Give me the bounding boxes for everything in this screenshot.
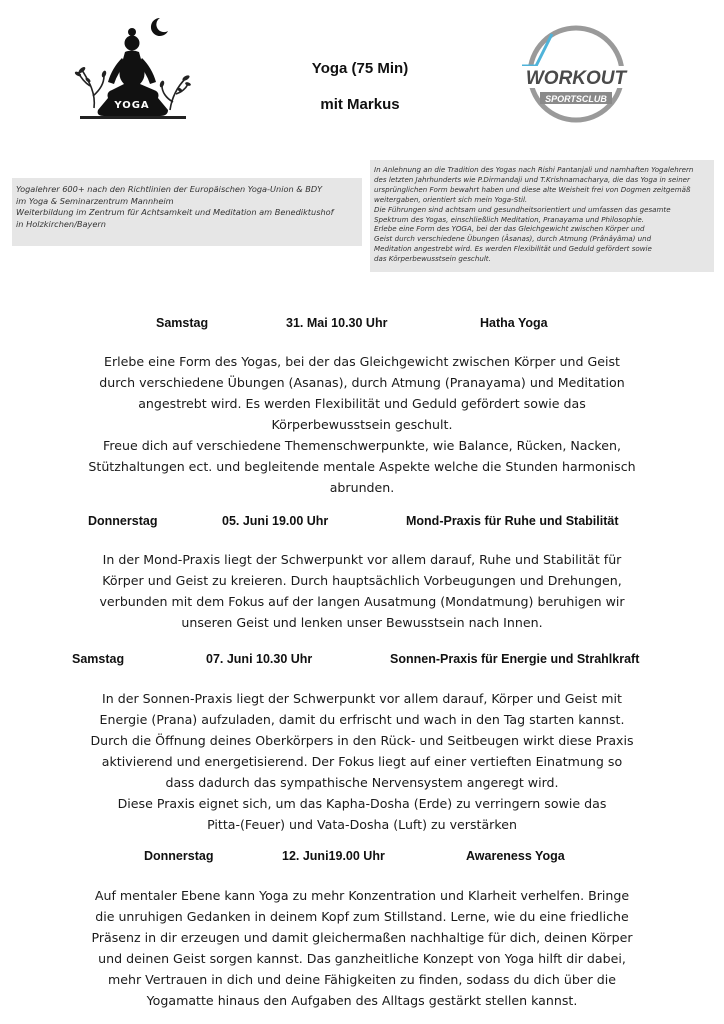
session-4-description: Auf mentaler Ebene kann Yoga zu mehr Konzentration und Klarheit verhelfen. Bringe die unruhigen Gedanken in deinem Kopf zum Stillstand. Lerne, wie du eine friedliche Präsenz in dir erzeugen und damit gleichermaßen nachhaltige für dich, deinen Körper und deinen Geist sorgen kannst. Das ganzheitliche Konzept von Yoga hilft dir dabei, mehr Vertrauen in dich und deine Fähigkeiten zu finden, sodass du dich über die Yogamatte hinaus den Aufgaben des Alltags gestärkt stellen kannst. — [91, 888, 633, 1008]
session-1-day: Samstag — [156, 316, 209, 330]
sportsclub-logo-text: SPORTSCLUB — [545, 94, 607, 104]
yoga-style-description-text: In Anlehnung an die Tradition des Yogas nach Rishi Pantanjali und namhaften Yogalehrern des letzten Jahrhunderts wie P.Dirmandaji und T.Krishnamacharya, die das Yoga in seiner ursprünglichen Form bewahrt haben und diese alte Weisheit frei von Dogmen zeitgemäß weitergaben, orientiert sich mein Yoga-Stil. Die Führungen sind achtsam und gesundheitsorientiert und umfassen das gesamte Spektrum des Yogas, einschließlich Meditation, Pranayama und Philosophie. Erlebe eine Form des YOGA, bei der das Gleichgewicht zwischen Körper und Geist durch verschiedene Übungen (Âsanas), durch Atmung (Prânâyâma) und Meditation angestrebt wird. Es werden Flexibilität und Geduld gefördert sowie das Körperbewusstsein geschult. — [374, 165, 694, 264]
instructor-line: mit Markus — [320, 96, 400, 113]
page-title: Yoga (75 Min) — [311, 60, 409, 77]
session-3-description: In der Sonnen-Praxis liegt der Schwerpunkt vor allem darauf, Körper und Geist mit Energie (Prana) aufzuladen, damit du erfrischt und wach in den Tag starten kannst. Durch die Öffnung deines Oberkörpers in den Rück- und Seitbeugen wirkt diese Praxis aktivierend und energetisierend. Der Fokus liegt auf einer vertieften Einatmung so dass dadurch das sympathische Nervensystem angeregt wird. Diese Praxis eignet sich, um das Kapha-Dosha (Erde) zu verringern sowie das Pitta-(Feuer) und Vata-Dosha (Luft) zu verstärken — [90, 691, 634, 832]
session-4-day: Donnerstag — [144, 849, 214, 863]
instructor-qualifications-box — [12, 178, 362, 246]
session-1-date: 31. Mai 10.30 Uhr — [286, 316, 388, 330]
yoga-style-description-box — [370, 160, 714, 272]
session-1-description: Erlebe eine Form des Yogas, bei der das Gleichgewicht zwischen Körper und Geist durch verschiedene Übungen (Asanas), durch Atmung (Pranayama) und Meditation angestrebt wird. Es werden Flexibilität und Geduld gefördert sowie das Körperbewusstsein geschult. Freue dich auf verschiedene Themenschwerpunkte, wie Balance, Rücken, Nacken, Stützhaltungen ect. und begleitende mentale Aspekte welche die Stunden harmonisch abrunden. — [88, 354, 636, 495]
session-4-title: Awareness Yoga — [466, 849, 565, 863]
session-3-date: 07. Juni 10.30 Uhr — [206, 652, 313, 666]
yoga-logo-text: YOGA — [114, 100, 150, 111]
instructor-qualifications-text: Yogalehrer 600+ nach den Richtlinien der Europäischen Yoga-Union & BDY im Yoga & Seminarzentrum Mannheim Weiterbildung im Zentrum für Achtsamkeit und Meditation am Benediktushof in Holzkirchen/Bayern — [16, 184, 334, 229]
session-2-date: 05. Juni 19.00 Uhr — [222, 514, 329, 528]
session-2-title: Mond-Praxis für Ruhe und Stabilität — [406, 514, 619, 528]
workout-logo-text: WORKOUT — [525, 68, 627, 89]
session-2-description: In der Mond-Praxis liegt der Schwerpunkt vor allem darauf, Ruhe und Stabilität für Körper und Geist zu kreieren. Durch hauptsächlich Vorbeugungen und Drehungen, verbunden mit dem Fokus auf der langen Ausatmung (Mondatmung) beruhigen wir unseren Geist und lenken unser Bewusstsein nach Innen. — [99, 552, 625, 630]
yoga-logo-icon — [74, 12, 192, 130]
session-3-title: Sonnen-Praxis für Energie und Strahlkraft — [390, 652, 640, 666]
session-3-day: Samstag — [72, 652, 125, 666]
session-2-day: Donnerstag — [88, 514, 158, 528]
session-1-title: Hatha Yoga — [480, 316, 548, 330]
session-4-date: 12. Juni19.00 Uhr — [282, 849, 385, 863]
workout-sportsclub-logo-icon — [506, 22, 646, 126]
